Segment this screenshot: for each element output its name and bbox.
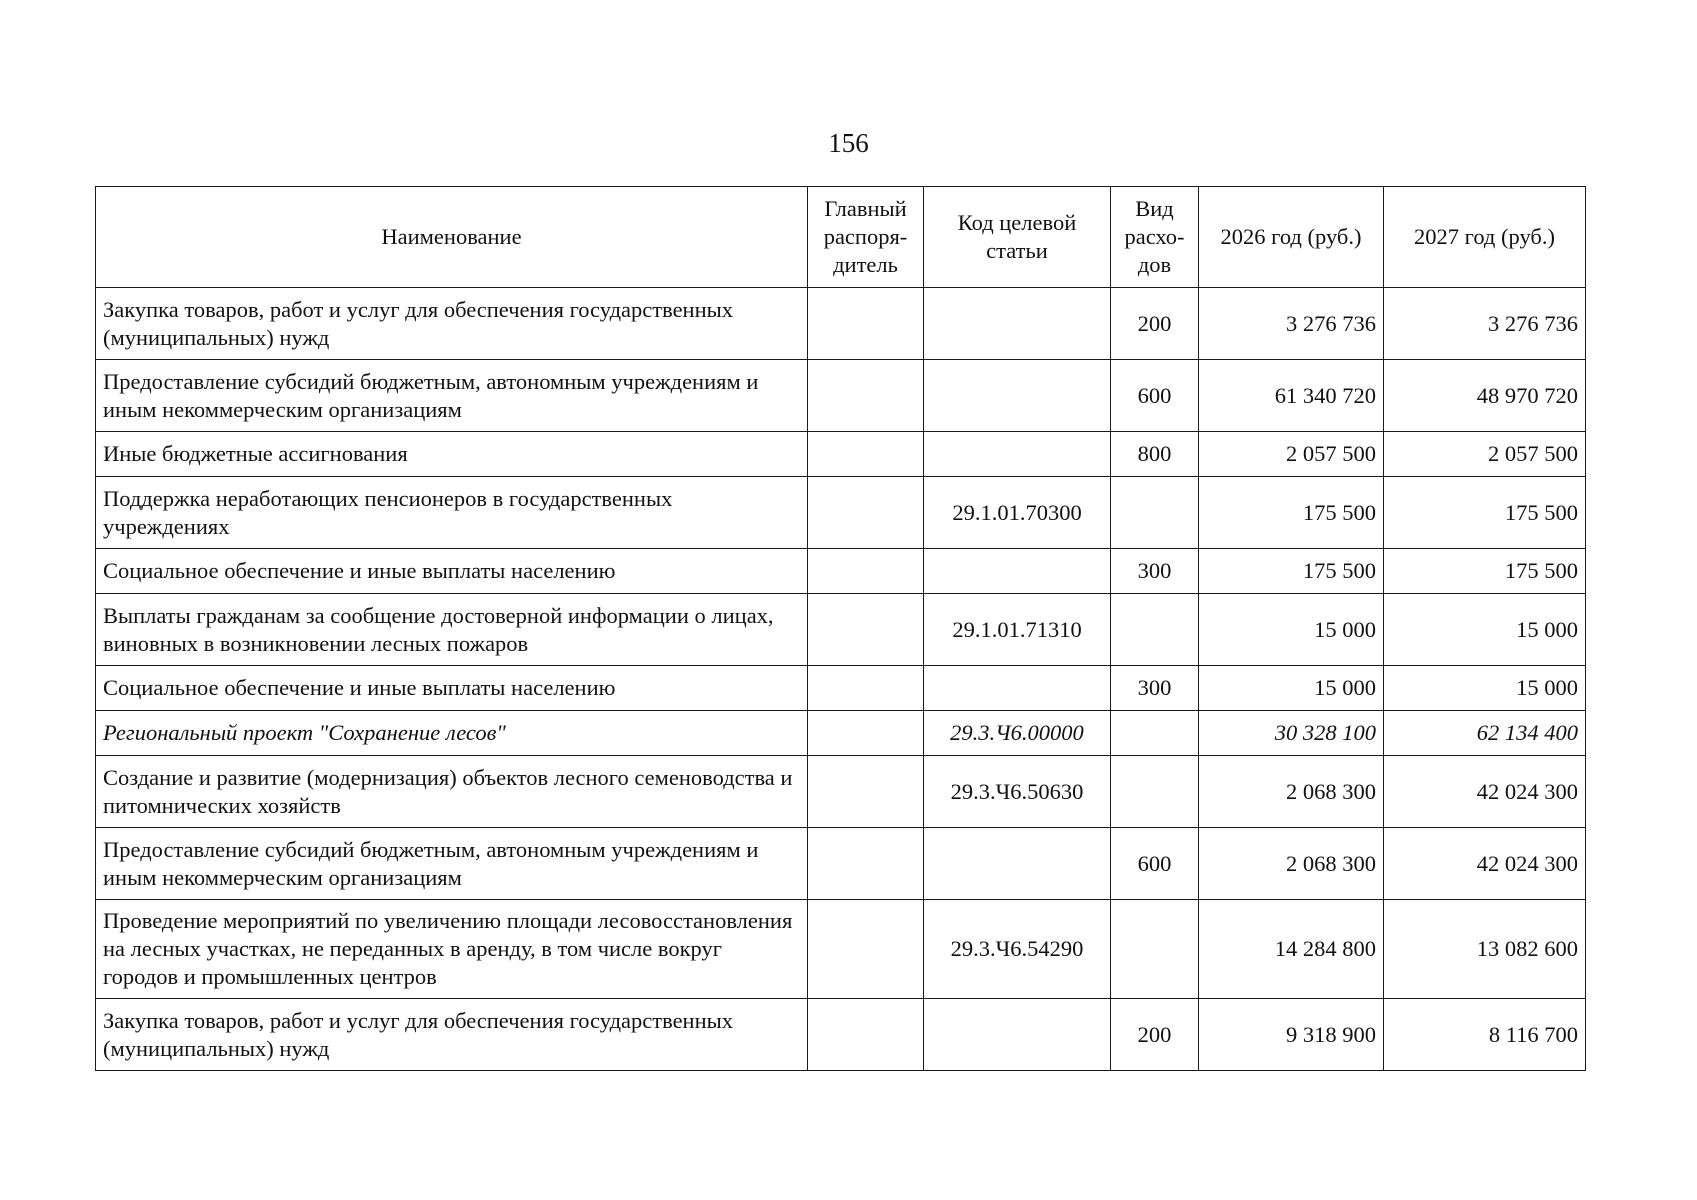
cell-year-2026: 15 000 <box>1199 594 1384 666</box>
table-header-row <box>96 187 1586 288</box>
cell-name: Иные бюджетные ассигнования <box>96 432 808 477</box>
cell-main-manager <box>808 711 924 756</box>
header-main-manager: Главный распоря-дитель <box>808 187 924 288</box>
cell-main-manager <box>808 288 924 360</box>
cell-main-manager <box>808 999 924 1071</box>
cell-year-2027: 175 500 <box>1384 549 1586 594</box>
cell-name: Предоставление субсидий бюджетным, автономным учреждениям и иным некоммерческим организациям <box>96 828 808 900</box>
cell-year-2027: 3 276 736 <box>1384 288 1586 360</box>
cell-target-code <box>924 360 1111 432</box>
cell-expense-type: 600 <box>1111 828 1199 900</box>
cell-expense-type <box>1111 711 1199 756</box>
cell-year-2026: 3 276 736 <box>1199 288 1384 360</box>
cell-year-2027: 15 000 <box>1384 594 1586 666</box>
table-row-regional-project <box>96 711 1586 756</box>
cell-name: Закупка товаров, работ и услуг для обеспечения государственных (муниципальных) нужд <box>96 999 808 1071</box>
cell-main-manager <box>808 594 924 666</box>
budget-table <box>95 186 1586 1071</box>
cell-name: Региональный проект "Сохранение лесов" <box>96 711 808 756</box>
cell-year-2027: 2 057 500 <box>1384 432 1586 477</box>
cell-year-2027: 62 134 400 <box>1384 711 1586 756</box>
table-row <box>96 549 1586 594</box>
cell-main-manager <box>808 477 924 549</box>
cell-year-2026: 61 340 720 <box>1199 360 1384 432</box>
cell-target-code <box>924 999 1111 1071</box>
cell-target-code <box>924 432 1111 477</box>
cell-year-2026: 14 284 800 <box>1199 900 1384 999</box>
cell-expense-type: 200 <box>1111 999 1199 1071</box>
cell-year-2026: 9 318 900 <box>1199 999 1384 1071</box>
cell-name: Выплаты гражданам за сообщение достоверной информации о лицах, виновных в возникновении лесных пожаров <box>96 594 808 666</box>
cell-expense-type: 600 <box>1111 360 1199 432</box>
cell-target-code: 29.3.Ч6.50630 <box>924 756 1111 828</box>
cell-target-code: 29.1.01.70300 <box>924 477 1111 549</box>
cell-main-manager <box>808 756 924 828</box>
cell-year-2027: 15 000 <box>1384 666 1586 711</box>
table-row <box>96 756 1586 828</box>
table-row <box>96 594 1586 666</box>
cell-year-2027: 42 024 300 <box>1384 756 1586 828</box>
cell-name: Поддержка неработающих пенсионеров в государственных учреждениях <box>96 477 808 549</box>
cell-target-code <box>924 288 1111 360</box>
cell-year-2027: 13 082 600 <box>1384 900 1586 999</box>
cell-main-manager <box>808 549 924 594</box>
cell-expense-type: 800 <box>1111 432 1199 477</box>
cell-expense-type <box>1111 756 1199 828</box>
cell-year-2026: 15 000 <box>1199 666 1384 711</box>
cell-year-2026: 2 068 300 <box>1199 756 1384 828</box>
cell-year-2027: 48 970 720 <box>1384 360 1586 432</box>
cell-main-manager <box>808 828 924 900</box>
header-name: Наименование <box>96 187 808 288</box>
cell-main-manager <box>808 360 924 432</box>
cell-name: Закупка товаров, работ и услуг для обеспечения государственных (муниципальных) нужд <box>96 288 808 360</box>
cell-main-manager <box>808 900 924 999</box>
header-expense-type: Вид расхо-дов <box>1111 187 1199 288</box>
cell-name: Создание и развитие (модернизация) объектов лесного семеноводства и питомнических хозяйств <box>96 756 808 828</box>
table-row <box>96 288 1586 360</box>
cell-expense-type: 200 <box>1111 288 1199 360</box>
cell-main-manager <box>808 666 924 711</box>
cell-year-2026: 175 500 <box>1199 549 1384 594</box>
table-row <box>96 828 1586 900</box>
cell-target-code: 29.1.01.71310 <box>924 594 1111 666</box>
table-row <box>96 477 1586 549</box>
cell-name: Проведение мероприятий по увеличению площади лесовосстановления на лесных участках, не переданных в аренду, в том числе вокруг городов и промышленных центров <box>96 900 808 999</box>
cell-target-code <box>924 549 1111 594</box>
table-row <box>96 900 1586 999</box>
cell-main-manager <box>808 432 924 477</box>
cell-year-2027: 8 116 700 <box>1384 999 1586 1071</box>
table-row <box>96 360 1586 432</box>
page-number: 156 <box>828 128 869 158</box>
cell-year-2026: 2 068 300 <box>1199 828 1384 900</box>
header-year-2027: 2027 год (руб.) <box>1384 187 1586 288</box>
cell-expense-type <box>1111 477 1199 549</box>
header-target-code: Код целевой статьи <box>924 187 1111 288</box>
cell-year-2026: 175 500 <box>1199 477 1384 549</box>
cell-expense-type: 300 <box>1111 666 1199 711</box>
cell-expense-type: 300 <box>1111 549 1199 594</box>
cell-expense-type <box>1111 900 1199 999</box>
cell-year-2027: 42 024 300 <box>1384 828 1586 900</box>
cell-year-2026: 2 057 500 <box>1199 432 1384 477</box>
cell-year-2027: 175 500 <box>1384 477 1586 549</box>
cell-target-code: 29.3.Ч6.00000 <box>924 711 1111 756</box>
cell-name: Социальное обеспечение и иные выплаты населению <box>96 666 808 711</box>
cell-target-code: 29.3.Ч6.54290 <box>924 900 1111 999</box>
cell-name: Социальное обеспечение и иные выплаты населению <box>96 549 808 594</box>
cell-year-2026: 30 328 100 <box>1199 711 1384 756</box>
table-row <box>96 432 1586 477</box>
header-year-2026: 2026 год (руб.) <box>1199 187 1384 288</box>
cell-target-code <box>924 666 1111 711</box>
table-row <box>96 999 1586 1071</box>
cell-expense-type <box>1111 594 1199 666</box>
cell-target-code <box>924 828 1111 900</box>
cell-name: Предоставление субсидий бюджетным, автономным учреждениям и иным некоммерческим организациям <box>96 360 808 432</box>
table-row <box>96 666 1586 711</box>
